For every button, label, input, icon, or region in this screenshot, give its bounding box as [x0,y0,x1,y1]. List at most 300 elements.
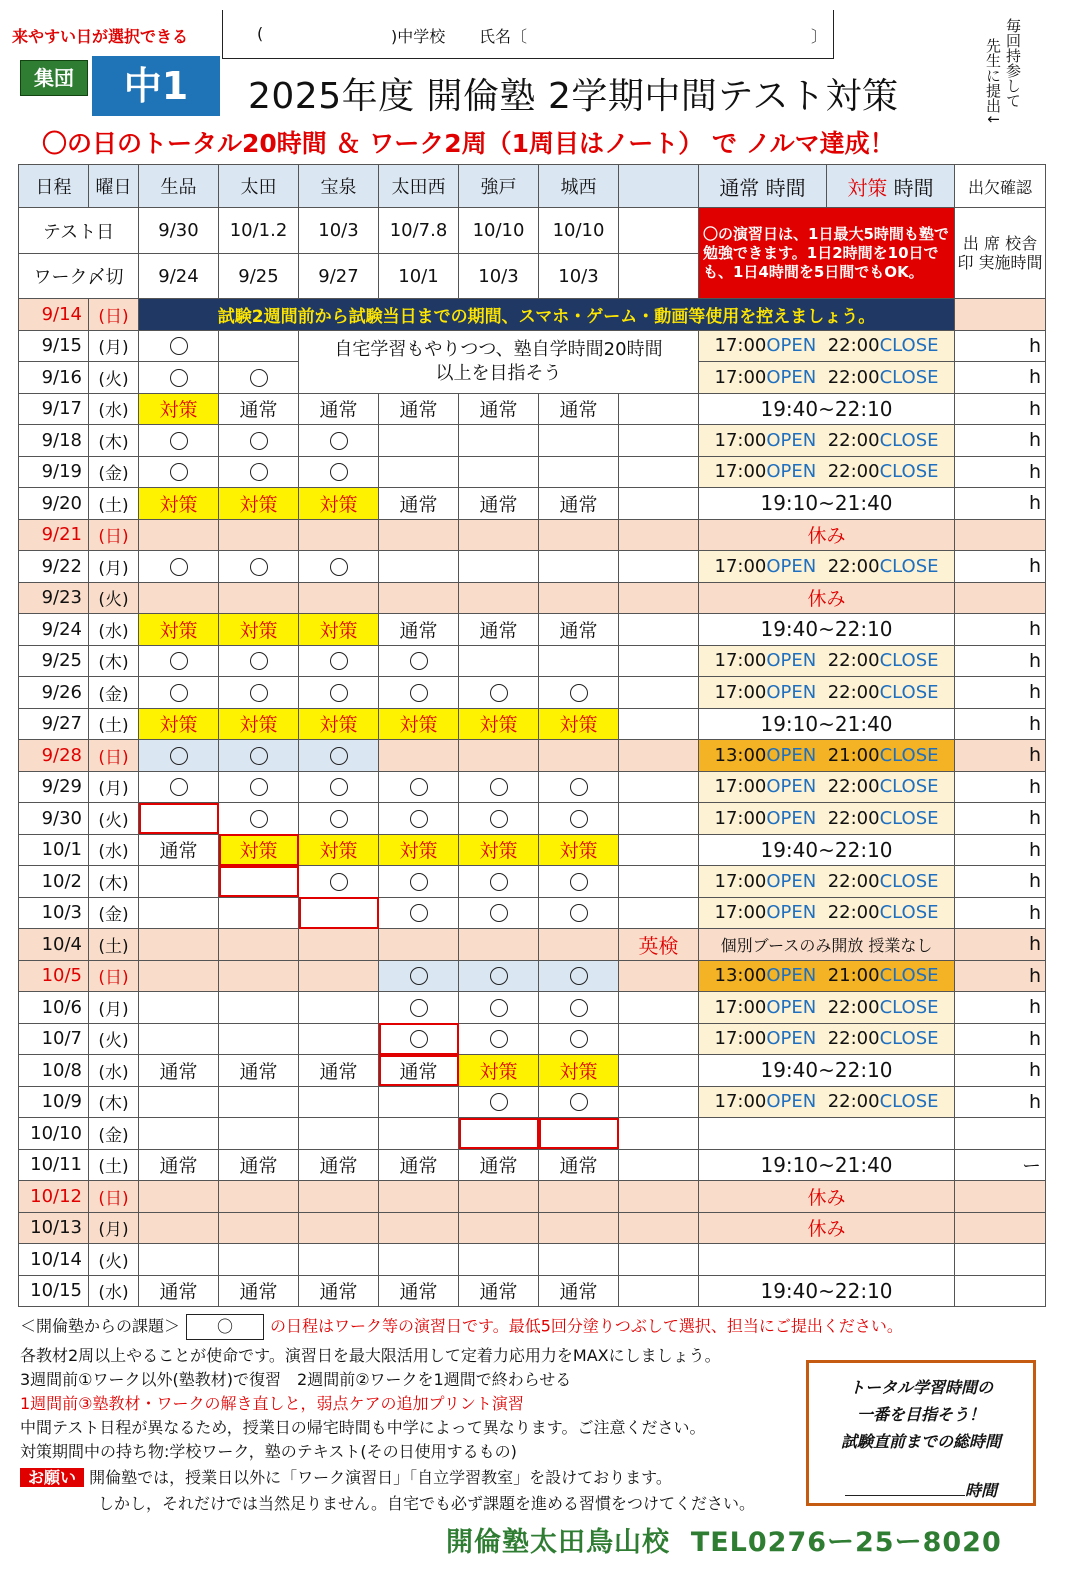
practice-day-cell[interactable] [219,551,299,583]
circle-mark[interactable] [250,558,268,576]
attendance-cell[interactable]: h [955,330,1046,362]
practice-day-cell[interactable] [379,992,459,1024]
schedule-cell [539,456,619,488]
open-hours: 17:00OPEN 22:00CLOSE [699,803,955,835]
circle-mark[interactable] [170,684,188,702]
practice-day-cell[interactable] [459,897,539,929]
practice-day-cell[interactable] [539,960,619,992]
schedule-cell [619,1023,699,1055]
schedule-cell: 通常 [139,1275,219,1307]
circle-mark[interactable] [330,463,348,481]
schedule-cell: 通常 [459,614,539,646]
schedule-row [19,929,1046,961]
schedule-cell: 対策 [299,488,379,520]
attendance-cell[interactable]: h [955,834,1046,866]
practice-day-cell[interactable] [139,425,219,457]
circle-mark[interactable] [330,778,348,796]
attendance-cell[interactable] [955,1275,1046,1307]
circle-mark[interactable] [250,747,268,765]
circle-mark[interactable] [570,873,588,891]
circle-mark[interactable] [330,432,348,450]
name-field[interactable] [222,10,834,59]
dow-cell: (日) [89,299,139,331]
test-date-cell [619,208,699,254]
schedule-cell [539,1181,619,1213]
attendance-cell[interactable]: h [955,992,1046,1024]
open-hours: 17:00OPEN 22:00CLOSE [699,362,955,394]
test-date-cell: 10/10 [459,208,539,254]
attendance-cell[interactable]: h [955,929,1046,961]
circle-mark[interactable] [330,558,348,576]
assign-label: ＜開倫塾からの課題＞ [20,1316,181,1336]
class-time: 19:10~21:40 [699,1149,955,1181]
schedule-cell: 通常 [379,488,459,520]
note-selectable: 来やすい日が選択できる [12,27,189,46]
circle-mark[interactable] [570,1093,588,1111]
dow-cell: (金) [89,897,139,929]
attendance-cell[interactable] [955,582,1046,614]
schedule-cell: 通常 [299,393,379,425]
attendance-cell[interactable] [955,1181,1046,1213]
practice-day-cell[interactable] [299,866,379,898]
date-cell: 9/30 [19,803,89,835]
dow-cell: (日) [89,1181,139,1213]
footer-line-1: 各教材2周以上やることが使命です。演習日を最大限活用して定着力応用力をMAXにしましょう。 [20,1346,721,1365]
practice-day-cell[interactable] [299,551,379,583]
schedule-cell: 通常 [219,1055,299,1087]
dow-cell: (火) [89,1023,139,1055]
total-hours-box[interactable] [806,1360,1036,1506]
attendance-cell[interactable]: h [955,677,1046,709]
schedule-cell [619,614,699,646]
circle-mark[interactable] [570,778,588,796]
attendance-cell[interactable]: h [955,425,1046,457]
class-time [699,1244,955,1276]
practice-day-cell[interactable] [379,897,459,929]
circle-mark[interactable] [330,684,348,702]
schedule-cell: 通常 [539,488,619,520]
circle-mark[interactable] [330,810,348,828]
schedule-cell [219,1212,299,1244]
practice-day-cell[interactable] [139,330,219,362]
circle-mark[interactable] [570,904,588,922]
schedule-cell [299,897,379,929]
schedule-cell: 通常 [219,1149,299,1181]
schedule-cell [219,897,299,929]
practice-day-cell[interactable] [459,677,539,709]
circle-mark[interactable] [250,810,268,828]
practice-day-cell[interactable] [299,425,379,457]
class-time: 19:40~22:10 [699,1055,955,1087]
schedule-cell [619,488,699,520]
date-cell: 9/19 [19,456,89,488]
circle-mark[interactable] [170,463,188,481]
schedule-cell [299,960,379,992]
schedule-cell [219,582,299,614]
circle-mark[interactable] [170,778,188,796]
practice-day-cell[interactable] [139,456,219,488]
practice-day-cell[interactable] [379,677,459,709]
circle-mark[interactable] [170,558,188,576]
attendance-cell[interactable]: h [955,393,1046,425]
class-time [699,1118,955,1150]
circle-mark[interactable] [170,652,188,670]
circle-mark[interactable] [170,747,188,765]
practice-day-cell[interactable] [219,677,299,709]
circle-mark[interactable] [570,967,588,985]
schedule-cell [459,740,539,772]
work-deadline-cell [619,254,699,299]
practice-day-cell[interactable] [379,803,459,835]
class-time: 19:40~22:10 [699,1275,955,1307]
total-hours-field[interactable]: 時間 [809,1478,1033,1501]
schedule-cell [459,645,539,677]
dow-cell: (木) [89,866,139,898]
class-time: 19:40~22:10 [699,393,955,425]
schedule-cell [619,1244,699,1276]
name-close: 〕 [811,27,828,46]
attendance-cell[interactable]: h [955,1086,1046,1118]
schedule-cell [619,834,699,866]
open-hours: 17:00OPEN 22:00CLOSE [699,1086,955,1118]
circle-mark[interactable] [490,778,508,796]
schedule-cell [139,582,219,614]
circle-mark[interactable] [330,652,348,670]
circle-mark[interactable] [410,999,428,1017]
circle-mark[interactable] [410,904,428,922]
practice-day-cell[interactable] [459,771,539,803]
attendance-cell[interactable] [955,1244,1046,1276]
schedule-row [19,1275,1046,1307]
circle-mark[interactable] [410,1030,428,1048]
circle-mark[interactable] [490,1030,508,1048]
date-cell: 10/4 [19,929,89,961]
circle-mark[interactable] [490,967,508,985]
footer-line-2: 3週間前①ワーク以外(塾教材)で復習 2週間前②ワークを1週間で終わらせる [20,1370,572,1389]
date-cell: 9/21 [19,519,89,551]
schedule-cell [219,1181,299,1213]
dow-cell: (日) [89,740,139,772]
open-hours: 17:00OPEN 22:00CLOSE [699,677,955,709]
attendance-cell[interactable]: h [955,960,1046,992]
class-time: 19:40~22:10 [699,834,955,866]
schedule-cell: 通常 [379,393,459,425]
practice-day-cell[interactable] [459,1023,539,1055]
dow-cell: (土) [89,1149,139,1181]
schedule-row [19,1212,1046,1244]
dow-cell: (金) [89,456,139,488]
schedule-cell [619,992,699,1024]
page-title: 2025年度 開倫塾 2学期中間テスト対策 [248,76,899,117]
circle-mark[interactable] [490,873,508,891]
practice-day-cell[interactable] [299,456,379,488]
date-cell: 9/15 [19,330,89,362]
circle-mark[interactable] [410,810,428,828]
schedule-row [19,488,1046,520]
circle-mark[interactable] [570,999,588,1017]
attendance-cell[interactable]: h [955,456,1046,488]
attendance-cell[interactable]: h [955,362,1046,394]
footer-line-4: 中間テスト日程が異なるため，授業日の帰宅時間も中学によって異なります。ご注意ください。 [20,1418,706,1437]
attendance-cell[interactable]: h [955,1023,1046,1055]
attendance-cell[interactable] [955,1212,1046,1244]
schedule-cell [139,960,219,992]
date-cell: 10/12 [19,1181,89,1213]
schedule-cell [619,519,699,551]
header-cell: 宝泉 [299,165,379,208]
practice-day-cell[interactable] [219,771,299,803]
circle-mark[interactable] [410,967,428,985]
footer-line-7: しかし，それだけでは当然足りません。自宅でも必ず課題を進める習慣をつけてください。 [98,1494,755,1513]
practice-day-cell[interactable] [219,645,299,677]
circle-mark[interactable] [570,684,588,702]
attendance-cell[interactable]: h [955,740,1046,772]
schedule-row [19,960,1046,992]
practice-day-cell[interactable] [219,803,299,835]
schedule-cell: 対策 [219,834,299,866]
date-cell: 9/24 [19,614,89,646]
schedule-cell: 対策 [539,708,619,740]
schedule-cell [139,992,219,1024]
date-cell: 9/26 [19,677,89,709]
schedule-cell [219,960,299,992]
practice-day-cell[interactable] [459,866,539,898]
practice-day-cell[interactable] [539,866,619,898]
circle-mark[interactable] [170,369,188,387]
schedule-cell: 対策 [219,708,299,740]
practice-day-cell[interactable] [379,960,459,992]
circle-mark[interactable] [250,432,268,450]
schedule-cell [539,1212,619,1244]
circle-mark[interactable] [410,873,428,891]
circle-mark[interactable] [170,432,188,450]
practice-day-cell[interactable] [459,803,539,835]
total-text-2: 一番を目指そう！ [856,1405,985,1424]
schedule-cell: 通常 [139,834,219,866]
schedule-cell [299,1086,379,1118]
circle-mark[interactable] [410,778,428,796]
schedule-cell [299,1181,379,1213]
schedule-cell [619,456,699,488]
practice-day-cell[interactable] [539,1023,619,1055]
attendance-cell[interactable]: h [955,866,1046,898]
schedule-cell [619,1086,699,1118]
practice-day-cell[interactable] [539,992,619,1024]
attendance-cell[interactable]: h [955,771,1046,803]
schedule-cell [619,803,699,835]
dow-cell: (火) [89,362,139,394]
open-hours: 17:00OPEN 22:00CLOSE [699,866,955,898]
name-label: 氏名〔 [479,27,528,46]
practice-day-cell[interactable] [219,362,299,394]
practice-day-cell[interactable] [219,740,299,772]
schedule-row [19,551,1046,583]
assign-text: の日程はワーク等の演習日です。最低5回分塗りつぶして選択、担当にご提出ください。 [270,1316,903,1336]
circle-mark[interactable] [570,810,588,828]
test-date-cell: 10/7.8 [379,208,459,254]
circle-mark[interactable] [490,810,508,828]
circle-mark[interactable] [410,684,428,702]
practice-day-cell[interactable] [299,677,379,709]
schedule-cell [619,960,699,992]
dow-cell: (日) [89,960,139,992]
schedule-row [19,425,1046,457]
dow-cell: (土) [89,708,139,740]
schedule-cell [539,740,619,772]
circle-mark[interactable] [170,337,188,355]
dow-cell: (金) [89,677,139,709]
schedule-row [19,1023,1046,1055]
schedule-cell: 対策 [139,488,219,520]
practice-day-cell[interactable] [539,677,619,709]
practice-day-cell[interactable] [219,456,299,488]
schedule-cell: 通常 [459,1275,539,1307]
schedule-cell [379,519,459,551]
open-hours: 17:00OPEN 22:00CLOSE [699,425,955,457]
schedule-row [19,519,1046,551]
date-cell: 9/17 [19,393,89,425]
schedule-cell [139,1244,219,1276]
practice-day-cell[interactable] [539,897,619,929]
attendance-cell[interactable]: ー [955,1149,1046,1181]
practice-day-cell[interactable] [379,1023,459,1055]
banner-notice: 試験2週間前から試験当日までの期間、スマホ・ゲーム・動画等使用を控えましょう。 [139,299,955,331]
work-deadline-cell: 10/3 [539,254,619,299]
schedule-cell [379,582,459,614]
practice-day-cell[interactable] [139,677,219,709]
practice-day-cell[interactable] [299,645,379,677]
dow-cell: (木) [89,425,139,457]
circle-mark[interactable] [250,463,268,481]
schedule-row [19,866,1046,898]
date-cell: 10/6 [19,992,89,1024]
date-cell: 10/10 [19,1118,89,1150]
schedule-cell [459,929,539,961]
attendance-cell[interactable] [955,519,1046,551]
class-time: 19:10~21:40 [699,708,955,740]
schedule-cell [459,1181,539,1213]
circle-mark[interactable] [250,369,268,387]
total-text-1: トータル学習時間の [848,1378,993,1397]
schedule-cell [619,708,699,740]
practice-day-cell[interactable] [539,803,619,835]
schedule-cell [299,519,379,551]
schedule-cell: 通常 [299,1055,379,1087]
schedule-cell [379,456,459,488]
schedule-cell [539,582,619,614]
date-cell: 10/9 [19,1086,89,1118]
circle-mark[interactable] [490,999,508,1017]
work-deadline-cell: 9/27 [299,254,379,299]
schedule-cell: 対策 [219,488,299,520]
circle-mark[interactable] [570,1030,588,1048]
practice-day-cell[interactable] [539,771,619,803]
schedule-cell [619,897,699,929]
practice-day-cell[interactable] [379,866,459,898]
attendance-cell[interactable]: h [955,614,1046,646]
attendance-cell[interactable] [955,299,1046,331]
date-cell: 9/27 [19,708,89,740]
header-cell: 通常 時間 [699,165,827,208]
circle-mark[interactable] [250,652,268,670]
practice-day-cell[interactable] [139,551,219,583]
schedule-cell: 通常 [539,1149,619,1181]
attendance-cell[interactable]: h [955,1055,1046,1087]
circle-mark[interactable] [490,684,508,702]
schedule-cell [379,551,459,583]
practice-day-cell[interactable] [139,645,219,677]
total-text-3: 試験直前までの総時間 [840,1432,1001,1451]
practice-day-cell[interactable] [139,771,219,803]
test-date-cell: 10/3 [299,208,379,254]
schedule-cell [379,1244,459,1276]
practice-day-cell[interactable] [459,992,539,1024]
attendance-cell[interactable]: h [955,803,1046,835]
circle-mark[interactable] [490,904,508,922]
dow-cell: (水) [89,1275,139,1307]
test-date-label: テスト日 [19,208,139,254]
schedule-cell [299,1023,379,1055]
practice-day-cell[interactable] [539,1086,619,1118]
schedule-cell [459,1212,539,1244]
header-cell: 出欠確認 [955,165,1046,208]
attendance-cell[interactable] [955,1118,1046,1150]
open-hours: 17:00OPEN 22:00CLOSE [699,645,955,677]
practice-day-cell[interactable] [139,362,219,394]
schedule-cell [619,1149,699,1181]
circle-mark[interactable] [330,873,348,891]
work-deadline-cell: 9/24 [139,254,219,299]
practice-day-cell[interactable] [379,771,459,803]
schedule-cell [219,992,299,1024]
dow-cell: (土) [89,929,139,961]
header-cell: 城西 [539,165,619,208]
practice-day-cell[interactable] [299,771,379,803]
practice-day-cell[interactable] [459,1086,539,1118]
attendance-cell[interactable]: h [955,897,1046,929]
attendance-cell[interactable]: h [955,551,1046,583]
circle-mark[interactable] [250,778,268,796]
schedule-cell [619,1055,699,1087]
practice-day-cell[interactable] [139,740,219,772]
school-label: )中学校 [391,27,446,46]
attendance-cell[interactable]: h [955,645,1046,677]
practice-day-cell[interactable] [299,740,379,772]
test-date-cell: 9/30 [139,208,219,254]
practice-day-cell[interactable] [379,645,459,677]
schedule-cell: 対策 [299,708,379,740]
date-cell: 9/14 [19,299,89,331]
circle-mark[interactable] [330,747,348,765]
booth-only: 個別ブースのみ開放 授業なし [699,929,955,961]
circle-mark[interactable] [410,652,428,670]
assign-circle: 〇 [186,1314,264,1340]
practice-day-cell[interactable] [299,803,379,835]
schedule-cell [619,1118,699,1150]
circle-mark[interactable] [250,684,268,702]
schedule-cell [619,866,699,898]
attendance-cell[interactable]: h [955,708,1046,740]
practice-day-cell[interactable] [219,425,299,457]
circle-mark[interactable] [490,1093,508,1111]
schedule-cell [459,582,539,614]
attendance-cell[interactable]: h [955,488,1046,520]
schedule-row [19,456,1046,488]
practice-day-cell[interactable] [459,960,539,992]
practice-warning: 〇の演習日は、1日最大5時間も塾で勉強できます。1日2時間を10日でも、1日4時間を5日間でもOK。 [699,208,955,299]
dow-cell: (日) [89,519,139,551]
date-cell: 10/5 [19,960,89,992]
